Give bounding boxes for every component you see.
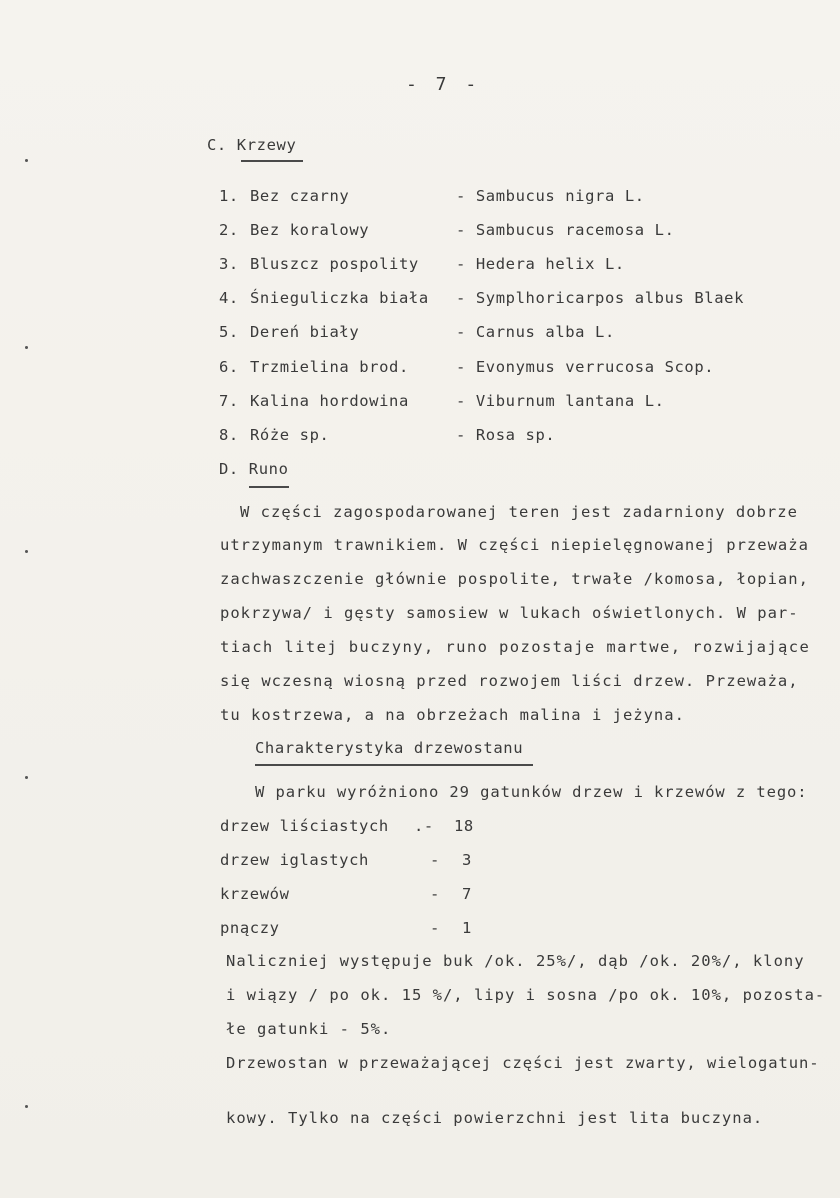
item-latin-name: - Evonymus verrucosa Scop. [456,358,715,376]
item-number: 8. [219,426,239,444]
section-d-heading: D. Runo [219,460,289,478]
item-polish-name: Bez koralowy [250,221,370,239]
item-number: 2. [219,221,239,239]
characteristics-heading: Charakterystyka drzewostanu [255,739,524,757]
paragraph-line: się wczesną wiosną przed rozwojem liści drzew. Przeważa, [220,672,799,690]
margin-speck [25,1105,28,1108]
margin-speck [25,159,28,162]
paragraph-line: Naliczniej występuje buk /ok. 25%/, dąb /ok. 20%/, klony [226,952,805,970]
count-dash: .- [414,817,434,835]
item-number: 1. [219,187,239,205]
paragraph-line: łe gatunki - 5%. [226,1020,392,1038]
count-dash: - [430,851,440,869]
item-latin-name: - Hedera helix L. [456,255,625,273]
section-c-heading: C. Krzewy [207,136,297,154]
paragraph-line: kowy. Tylko na części powierzchni jest lita buczyna. [226,1109,764,1127]
count-value: 3 [462,851,472,869]
item-latin-name: - Carnus alba L. [456,323,615,341]
item-polish-name: Śnieguliczka biała [250,289,429,307]
margin-speck [25,776,28,779]
paragraph-line: utrzymanym trawnikiem. W części niepielęgnowanej przeważa [220,536,809,554]
margin-speck [25,346,28,349]
count-value: 18 [454,817,474,835]
item-number: 4. [219,289,239,307]
characteristics-underline [255,764,533,766]
paragraph-line: tu kostrzewa, a na obrzeżach malina i jeżyna. [220,706,685,724]
characteristics-intro: W parku wyróżniono 29 gatunków drzew i krzewów z tego: [255,783,808,801]
item-polish-name: Trzmielina brod. [250,358,409,376]
item-latin-name: - Rosa sp. [456,426,556,444]
count-label: krzewów [220,885,290,903]
section-d-underline [249,486,289,488]
item-polish-name: Róże sp. [250,426,330,444]
item-latin-name: - Sambucus racemosa L. [456,221,675,239]
item-polish-name: Bez czarny [250,187,350,205]
item-number: 6. [219,358,239,376]
item-latin-name: - Symplhoricarpos albus Blaek [456,289,745,307]
paragraph-line: i wiązy / po ok. 15 %/, lipy i sosna /po ok. 10%, pozosta- [226,986,826,1004]
count-value: 1 [462,919,472,937]
item-latin-name: - Viburnum lantana L. [456,392,665,410]
count-value: 7 [462,885,472,903]
item-polish-name: Dereń biały [250,323,360,341]
paragraph-line: zachwaszczenie głównie pospolite, trwałe /komosa, łopian, [220,570,809,588]
paragraph-line: tiach litej buczyny, runo pozostaje martwe, rozwijające [220,638,811,656]
section-c-underline [241,160,303,162]
item-latin-name: - Sambucus nigra L. [456,187,645,205]
paragraph-line: Drzewostan w przeważającej części jest zwarty, wielogatun- [226,1054,820,1072]
count-dash: - [430,885,440,903]
item-polish-name: Kalina hordowina [250,392,409,410]
item-number: 7. [219,392,239,410]
count-label: drzew liściastych [220,817,389,835]
paragraph-line: pokrzywa/ i gęsty samosiew w lukach oświetlonych. W par- [220,604,799,622]
page-number: - 7 - [406,74,481,95]
count-label: drzew iglastych [220,851,369,869]
count-dash: - [430,919,440,937]
margin-speck [25,550,28,553]
count-label: pnączy [220,919,280,937]
item-polish-name: Bluszcz pospolity [250,255,419,273]
paragraph-line: W części zagospodarowanej teren jest zadarniony dobrze [240,503,798,521]
item-number: 5. [219,323,239,341]
item-number: 3. [219,255,239,273]
